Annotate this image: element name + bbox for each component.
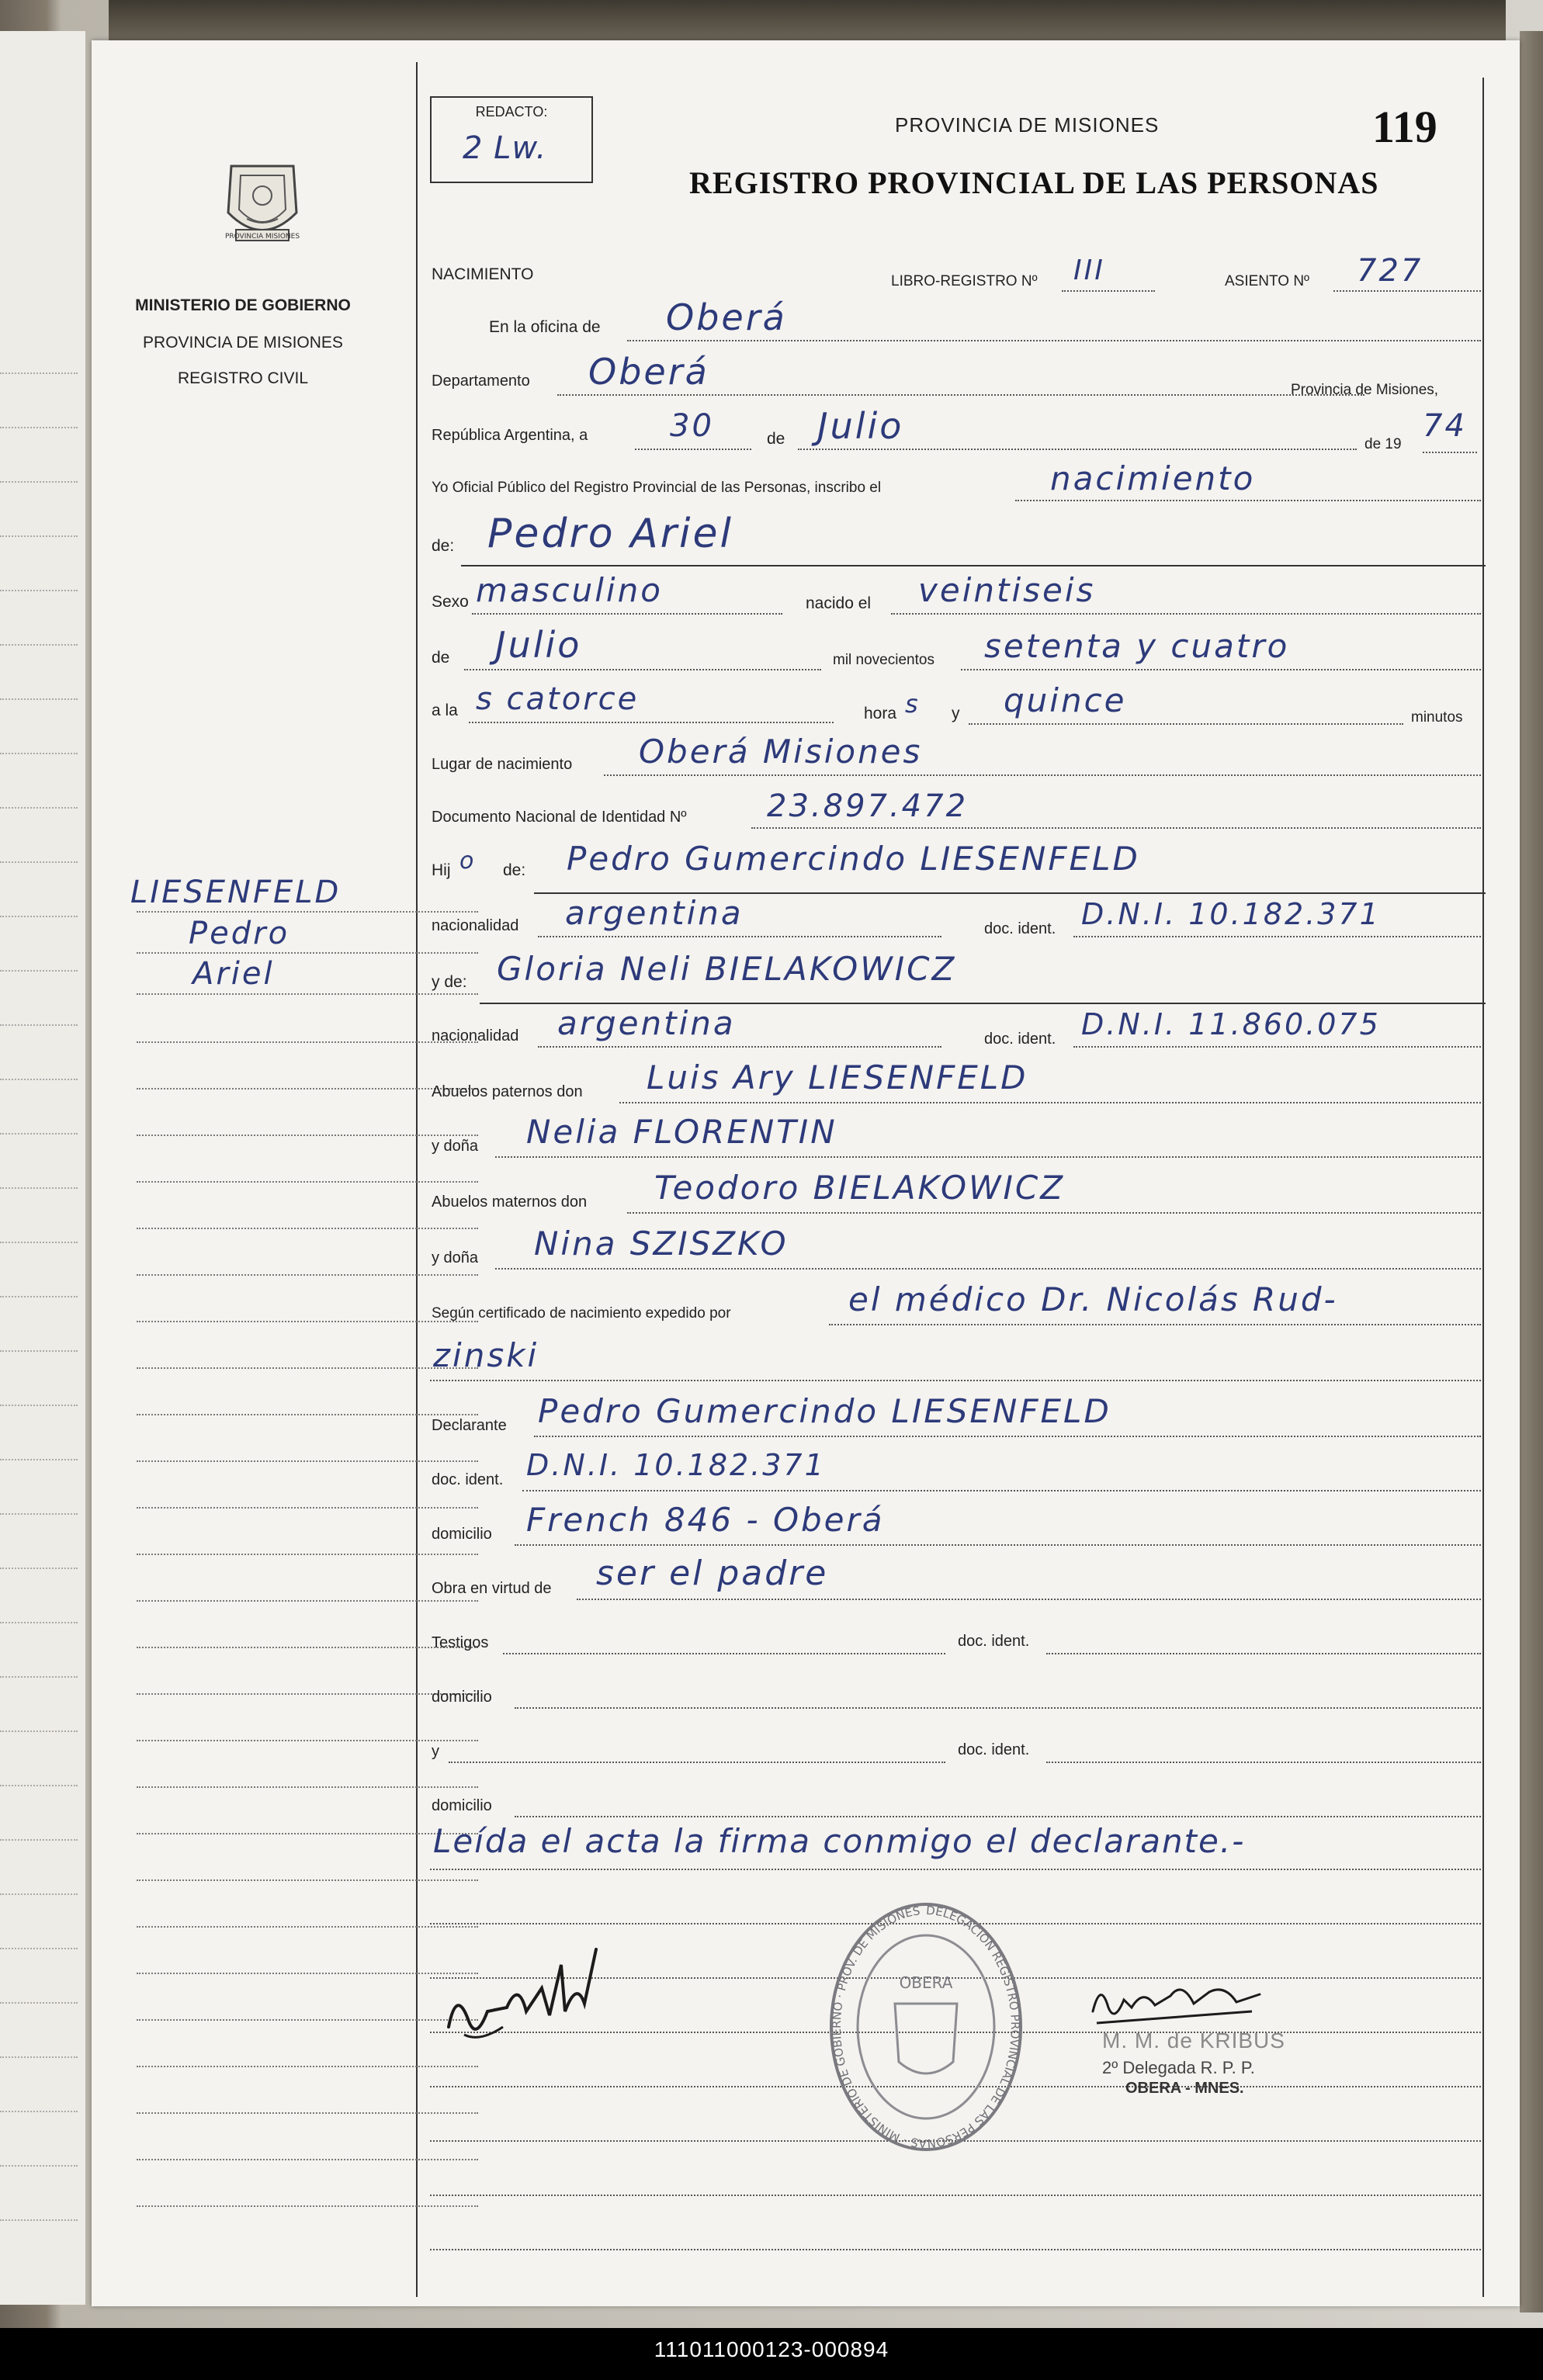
libro-value: III	[1073, 255, 1105, 286]
padre-value: Pedro Gumercindo LIESENFELD	[567, 840, 1140, 878]
nombre-value: Pedro Ariel	[487, 511, 733, 557]
decl-doc-value: D.N.I. 10.182.371	[526, 1448, 826, 1482]
testigo2-doc-label: doc. ident.	[958, 1741, 1030, 1758]
official-signature	[1085, 1965, 1271, 2035]
testigos-label: Testigos	[432, 1634, 489, 1651]
provincial-seal	[216, 158, 309, 251]
margin-name-2: Ariel	[192, 956, 275, 992]
round-stamp	[821, 1895, 1031, 2151]
segun-label: Según certificado de nacimiento expedido por	[432, 1305, 731, 1322]
abuela-pat-value: Nelia FLORENTIN	[526, 1113, 837, 1151]
previous-page-edge	[0, 31, 85, 2305]
abuela-mat-value: Nina SZISZKO	[534, 1225, 789, 1263]
horas-s: s	[905, 689, 921, 719]
round-stamp-text: DELEGACION REGISTRO PROVINCIAL DE LAS PERSONAS · MINISTERIO DE GOBIERNO · PROV. DE MISIONES	[829, 1903, 1022, 2151]
certificado-value: el médico Dr. Nicolás Rud-	[848, 1280, 1338, 1318]
provincia-heading: PROVINCIA DE MISIONES	[895, 113, 1160, 137]
right-page-edge	[1520, 31, 1543, 2312]
sexo-value: masculino	[476, 571, 663, 609]
redacto-box	[430, 96, 593, 183]
abuelos-pat-label: Abuelos paternos don	[432, 1083, 583, 1100]
ministry-province-label: PROVINCIA DE MISIONES	[143, 334, 343, 352]
nacido-label: nacido el	[806, 594, 872, 612]
minutos-value: quince	[1004, 681, 1127, 719]
hijo-o: o	[459, 847, 477, 875]
anio-value: 74	[1423, 408, 1467, 444]
obra-value: ser el padre	[596, 1554, 829, 1593]
provincia-suffix: Provincia de Misiones,	[1291, 382, 1439, 398]
sexo-label: Sexo	[432, 593, 469, 611]
testigo1-doc-label: doc. ident.	[958, 1633, 1030, 1650]
republica-label: República Argentina, a	[432, 427, 588, 444]
padre-nac-label: nacionalidad	[432, 917, 519, 934]
official-name: M. M. de KRIBUS	[1102, 2028, 1285, 2053]
top-strip	[109, 0, 1506, 43]
round-stamp-center: OBERA	[899, 1973, 953, 1992]
mes-nac-value: Julio	[495, 624, 582, 666]
libro-label: LIBRO-REGISTRO Nº	[891, 273, 1038, 289]
nacimiento-label: NACIMIENTO	[432, 265, 534, 283]
padre-doc-value: D.N.I. 10.182.371	[1081, 897, 1381, 931]
domicilio-label: domicilio	[432, 1526, 492, 1543]
margin-name-1: Pedro	[189, 916, 290, 951]
official-role: 2º Delegada R. P. P.	[1102, 2058, 1255, 2077]
madre-value: Gloria Neli BIELAKOWICZ	[497, 950, 957, 988]
mes-value: Julio	[817, 405, 904, 447]
left-rule	[416, 62, 418, 2297]
inscribo-value: nacimiento	[1050, 459, 1256, 497]
hijo-de-label: de:	[503, 861, 526, 879]
de-nombre-label: de:	[432, 537, 455, 555]
testigo1-domicilio-label: domicilio	[432, 1689, 492, 1706]
minutos-label: minutos	[1411, 709, 1463, 726]
departamento-value: Oberá	[588, 351, 709, 393]
redacto-value: 2 Lw.	[463, 130, 547, 166]
decl-doc-label: doc. ident.	[432, 1471, 504, 1488]
ala-label: a la	[432, 702, 458, 719]
horas-label: hora	[864, 705, 897, 722]
madre-nac-value: argentina	[557, 1004, 736, 1042]
testigo2-y-label: y	[432, 1743, 439, 1760]
redacto-label: REDACTO:	[475, 104, 548, 120]
testigo2-domicilio-label: domicilio	[432, 1797, 492, 1814]
dia-value: 30	[670, 408, 714, 444]
closing-text: Leída el acta la firma conmigo el declarante.-	[433, 1822, 1246, 1860]
padre-doc-label: doc. ident.	[984, 920, 1056, 937]
mil-label: mil novecientos	[833, 652, 934, 668]
dni-value: 23.897.472	[767, 788, 969, 824]
asiento-label: ASIENTO Nº	[1225, 273, 1309, 289]
declarante-value: Pedro Gumercindo LIESENFELD	[538, 1392, 1111, 1430]
abuela-pat-label: y doña	[432, 1138, 479, 1155]
certificado-value-2: zinski	[433, 1336, 539, 1374]
de2-label: de	[432, 649, 450, 667]
official-place: OBERA - MNES.	[1125, 2080, 1244, 2097]
hijo-label: Hij	[432, 861, 451, 879]
register-page	[92, 40, 1520, 2306]
abuelo-mat-value: Teodoro BIELAKOWICZ	[654, 1169, 1066, 1207]
de19-label: de 19	[1364, 436, 1402, 452]
oficial-text: Yo Oficial Público del Registro Provincial de las Personas, inscribo el	[432, 480, 882, 496]
oficina-label: En la oficina de	[489, 318, 601, 336]
anio-nac-value: setenta y cuatro	[984, 627, 1290, 665]
lugar-label: Lugar de nacimiento	[432, 756, 573, 773]
declarante-label: Declarante	[432, 1417, 507, 1434]
padre-nac-value: argentina	[565, 894, 744, 932]
oficina-value: Oberá	[666, 296, 787, 338]
image-id-bar	[0, 2328, 1543, 2380]
dni-label: Documento Nacional de Identidad Nº	[432, 809, 687, 826]
domicilio-value: French 846 - Oberá	[526, 1501, 885, 1539]
asiento-value: 727	[1357, 253, 1423, 289]
ministry-label: MINISTERIO DE GOBIERNO	[135, 296, 351, 314]
nacido-value: veintiseis	[918, 571, 1096, 609]
de-label: de	[767, 430, 785, 448]
document-title: REGISTRO PROVINCIAL DE LAS PERSONAS	[689, 165, 1379, 200]
abuela-mat-label: y doña	[432, 1249, 479, 1266]
abuelo-pat-value: Luis Ary LIESENFELD	[647, 1058, 1028, 1096]
yde-label: y de:	[432, 973, 467, 991]
hora-value: s catorce	[476, 681, 640, 717]
image-id: 111011000123-000894	[654, 2337, 889, 2361]
seal-label: PROVINCIA MISIONES	[224, 233, 300, 241]
obra-label: Obra en virtud de	[432, 1580, 552, 1597]
lugar-value: Oberá Misiones	[639, 733, 923, 771]
y-label: y	[952, 705, 960, 722]
margin-surname: LIESENFELD	[130, 875, 342, 910]
registry-label: REGISTRO CIVIL	[177, 369, 309, 387]
abuelos-mat-label: Abuelos maternos don	[432, 1193, 588, 1211]
right-rule	[1482, 78, 1484, 2297]
madre-doc-value: D.N.I. 11.860.075	[1081, 1007, 1381, 1041]
madre-doc-label: doc. ident.	[984, 1031, 1056, 1048]
declarant-signature	[433, 1934, 612, 2058]
page-number: 119	[1372, 102, 1437, 152]
madre-nac-label: nacionalidad	[432, 1027, 519, 1044]
departamento-label: Departamento	[432, 372, 530, 390]
